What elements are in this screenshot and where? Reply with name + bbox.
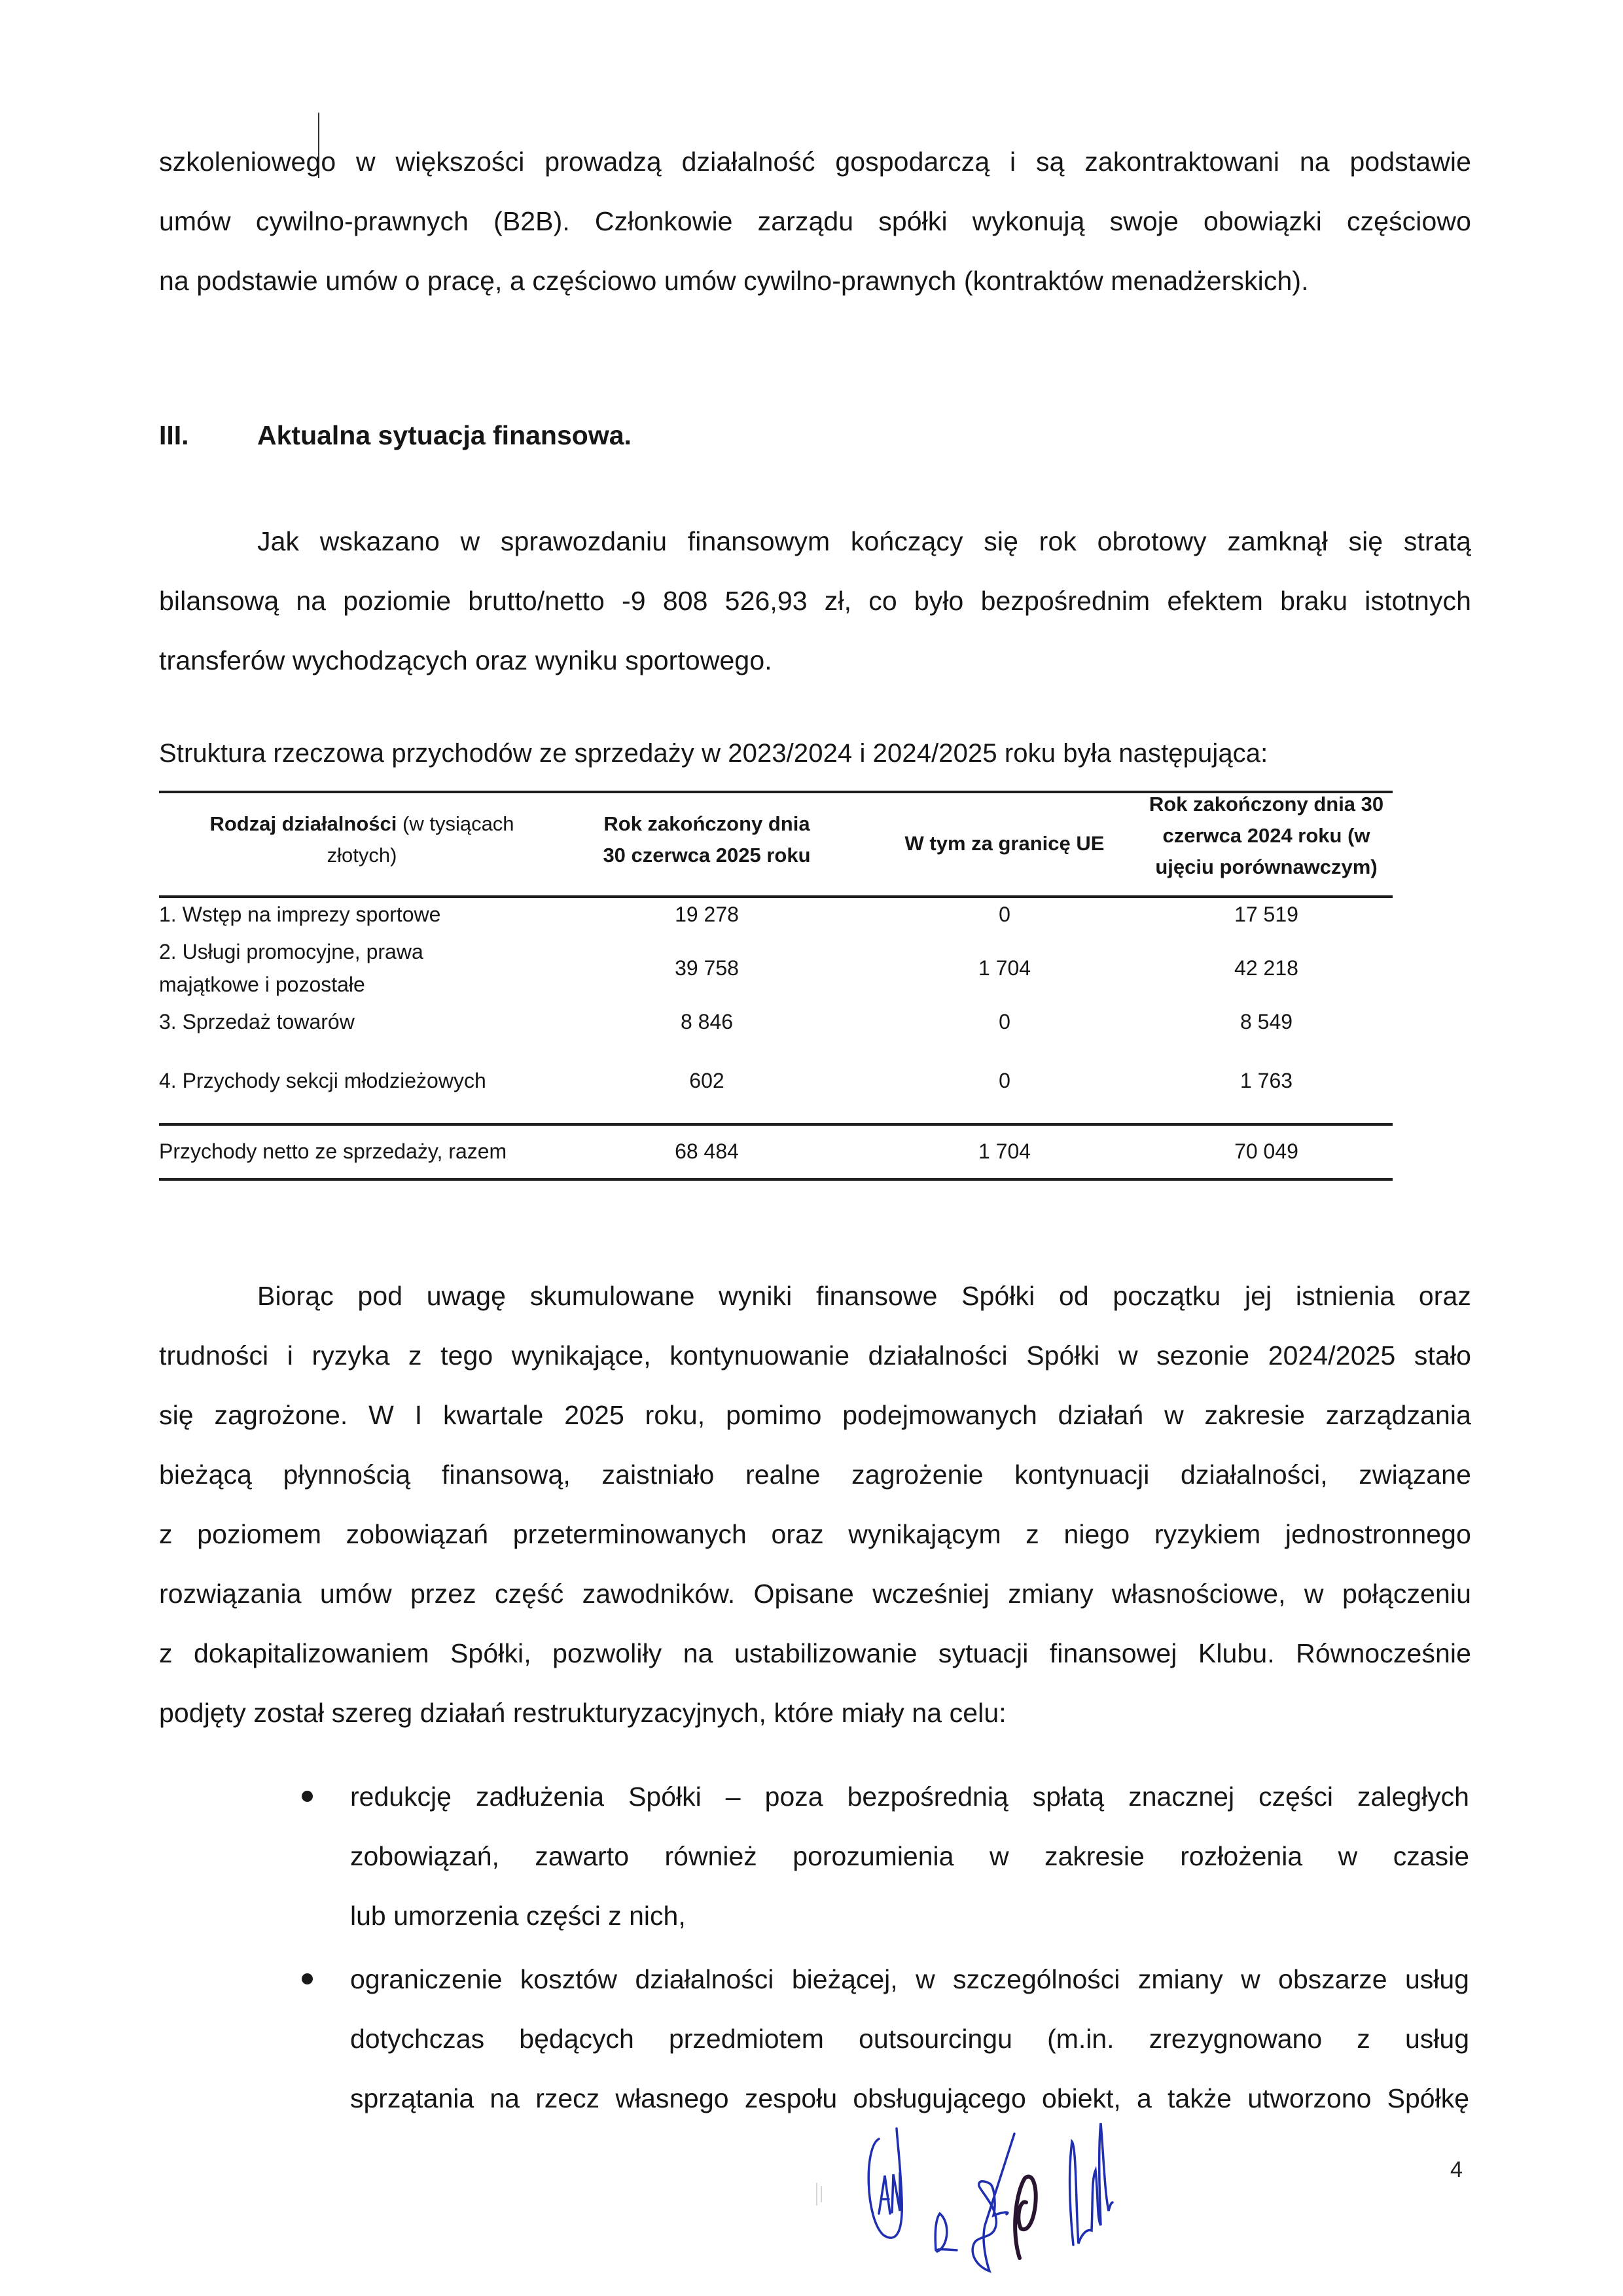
row-value-2024: 17 519 [1234,903,1298,926]
continuation-line-1: Biorąc pod uwagę skumulowane wyniki finansowe Spółki od początku jej istnienia oraz [257,1281,1471,1311]
continuation-line-4: bieżącą płynnością finansową, zaistniało realne zagrożenie kontynuacji działalności, związane [159,1460,1471,1490]
continuation-line-6: rozwiązania umów przez część zawodników. Opisane wcześniej zmiany własnościowe, w połączeniu [159,1579,1471,1609]
total-value-eu: 1 704 [978,1139,1031,1163]
row-label: 1. Wstęp na imprezy sportowe [159,903,441,926]
row-label-continued: majątkowe i pozostałe [159,973,365,996]
header-year-2025: Rok zakończony dnia 30 czerwca 2025 roku [603,812,811,867]
total-label: Przychody netto ze sprzedaży, razem [159,1139,507,1163]
row-value-2025: 602 [689,1069,724,1092]
table-header-rule [159,895,1393,898]
row-label: 3. Sprzedaż towarów [159,1010,355,1033]
section-heading [159,419,632,452]
row-value-2024: 8 549 [1240,1010,1293,1033]
initials-an-signature-icon [868,2128,902,2238]
bullet-line: dotychczas będących przedmiotem outsourcingu (m.in. zrezygnowano z usług [350,2024,1469,2054]
row-value-eu: 1 704 [978,956,1031,980]
row-value-2024: 42 218 [1234,956,1298,980]
row-value-2025: 8 846 [680,1010,734,1033]
bullet-line: ograniczenie kosztów działalności bieżącej, w szczególności zmiany w obszarze usług [350,1964,1469,1994]
row-value-eu: 0 [999,1010,1010,1033]
scan-noise-icon [817,2183,821,2206]
row-value-eu: 0 [999,1069,1010,1092]
total-value-2024: 70 049 [1234,1139,1298,1163]
intro-line-1: szkoleniowego w większości prowadzą działalność gospodarczą i są zakontraktowani na podstawie [159,147,1471,177]
loss-line-3: transferów wychodzących oraz wyniku sportowego. [159,645,772,675]
header-year-2024: Rok zakończony dnia 30 czerwca 2024 roku (w ujęciu porównawczym) [1149,793,1384,878]
row-value-eu: 0 [999,903,1010,926]
at-signature-icon [1015,2177,1036,2258]
header-activity-type: Rodzaj działalności (w tysiącach złotych) [209,812,514,867]
continuation-line-5: z poziomem zobowiązań przeterminowanych oraz wynikającym z niego ryzykiem jednostronnego [159,1519,1471,1549]
continuation-line-3: się zagrożone. W I kwartale 2025 roku, pomimo podejmowanych działań w zakresie zarządzania [159,1400,1471,1430]
right-signature-icon [1070,2123,1113,2245]
total-value-2025: 68 484 [675,1139,739,1163]
loss-line-1: Jak wskazano w sprawozdaniu finansowym kończący się rok obrotowy zamknął się stratą [257,526,1471,556]
bullet-line: sprzątania na rzecz własnego zespołu obsługującego obiekt, a także utworzono Spółkę [350,2083,1469,2113]
table-total-rule [159,1123,1393,1126]
row-value-2024: 1 763 [1240,1069,1293,1092]
continuation-line-7: z dokapitalizowaniem Spółki, pozwoliły na ustabilizowanie sytuacji finansowej Klubu. Równocześnie [159,1638,1471,1668]
handwritten-signatures [785,2094,1623,2296]
row-label: 2. Usługi promocyjne, prawa [159,940,423,963]
intro-line-2: umów cywilno-prawnych (B2B). Członkowie zarządu spółki wykonują swoje obowiązki częściowo [159,206,1471,236]
row-value-2025: 19 278 [675,903,739,926]
section-number: III. [159,420,189,450]
table-bottom-rule [159,1178,1393,1181]
row-value-2025: 39 758 [675,956,739,980]
bullet-line: zobowiązań, zawarto również porozumienia w zakresie rozłożenia w czasie [350,1841,1469,1871]
section-title: Aktualna sytuacja finansowa. [257,420,632,450]
row-label: 4. Przychody sekcji młodzieżowych [159,1069,486,1092]
bullet-icon [302,1973,313,1984]
header-eu: W tym za granicę UE [904,832,1105,855]
loop-signature-icon [972,2134,1014,2271]
page-number: 4 [1450,2157,1463,2182]
bullet-icon [302,1791,313,1802]
continuation-line-2: trudności i ryzyka z tego wynikające, kontynuowanie działalności Spółki w sezonie 2024/2025 stało [159,1340,1471,1371]
intro-line-3: na podstawie umów o pracę, a częściowo umów cywilno-prawnych (kontraktów menadżerskich). [159,266,1309,296]
table-caption: Struktura rzeczowa przychodów ze sprzedaży w 2023/2024 i 2024/2025 roku była następująca: [159,739,1268,768]
bullet-line: redukcję zadłużenia Spółki – poza bezpośrednią spłatą znacznej części zaległych [350,1782,1469,1812]
bullet-line: lub umorzenia części z nich, [350,1901,686,1931]
loss-line-2: bilansową na poziomie brutto/netto -9 808 526,93 zł, co było bezpośrednim efektem braku istotnych [159,586,1471,616]
initials-de-signature-icon [935,2214,957,2251]
continuation-line-8: podjęty został szereg działań restrukturyzacyjnych, które miały na celu: [159,1698,1007,1728]
